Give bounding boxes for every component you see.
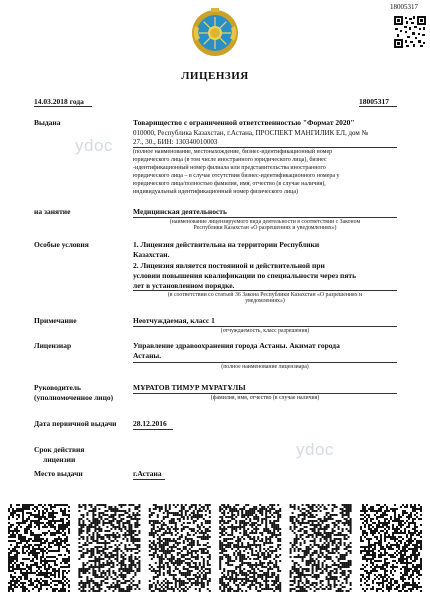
top-document-number: 18005317 bbox=[390, 3, 418, 11]
activity-hint-line: Республики Казахстан «О разрешениях и уведомлениях») bbox=[193, 225, 337, 231]
licensor-hint: (полное наименование лицензиара) bbox=[221, 364, 309, 370]
issued-hint-line: индивидуальный идентификационный номер физического лица) bbox=[133, 189, 298, 195]
conditions-list bbox=[133, 240, 397, 291]
condition-2-line: лет в установленном порядке. bbox=[133, 281, 235, 290]
place-underline bbox=[133, 479, 165, 480]
barcode-block bbox=[360, 504, 422, 592]
barcode-block bbox=[219, 504, 281, 592]
conditions-hint bbox=[133, 292, 397, 304]
barcode-block bbox=[8, 504, 70, 592]
conditions-label: Особые условия bbox=[34, 240, 89, 249]
place-value: г.Астана bbox=[133, 469, 162, 478]
issued-org-name: Товарищество с ограниченной ответственностью "Формат 2020" bbox=[133, 118, 355, 127]
issued-address-line2: 27., 30., БИН: 130340010003 bbox=[133, 138, 218, 146]
first-issue-underline bbox=[133, 429, 173, 430]
licensor-value-line: Астаны. bbox=[133, 351, 162, 360]
number-underline bbox=[359, 106, 397, 107]
license-number: 18005317 bbox=[359, 97, 389, 106]
activity-underline bbox=[133, 217, 397, 218]
date-underline bbox=[34, 106, 92, 107]
activity-hint-line: (наименование лицензируемого вида деятельности в соответствии с Законом bbox=[169, 219, 361, 225]
issued-label: Выдана bbox=[34, 118, 61, 127]
issued-hint-line: (полное наименование, местонахождение, бизнес-идентификационный номер bbox=[133, 149, 333, 155]
conditions-hint-line: уведомлениях») bbox=[245, 298, 285, 304]
validity-label-line: лицензии bbox=[43, 455, 76, 464]
note-hint: (отчуждаемость, класс разрешения) bbox=[220, 328, 310, 334]
barcode-band bbox=[8, 504, 422, 594]
issued-hint-line: юридического лица (в том числе иностранного юридического лица), бизнес bbox=[133, 157, 327, 163]
condition-1-line: 1. Лицензия действительна на территории Республики bbox=[133, 240, 320, 249]
licensor-underline bbox=[133, 362, 397, 363]
head-label-line: Руководитель bbox=[34, 383, 81, 392]
top-qr-code bbox=[394, 16, 426, 53]
condition-2-line: 2. Лицензия является постоянной и действительной при bbox=[133, 261, 325, 270]
place-label: Место выдачи bbox=[34, 469, 83, 478]
activity-label: на занятие bbox=[34, 207, 71, 216]
issued-hint-line: юридического лица/полностью фамилия, имя, отчество (в случае наличия), bbox=[133, 181, 326, 187]
condition-1-line: Казахстан. bbox=[133, 250, 170, 259]
head-underline bbox=[133, 393, 397, 394]
page-title: ЛИЦЕНЗИЯ bbox=[181, 70, 249, 82]
first-issue-label: Дата первичной выдачи bbox=[34, 419, 117, 428]
conditions-underline bbox=[133, 290, 397, 291]
barcode-block bbox=[78, 504, 140, 592]
note-underline bbox=[133, 326, 397, 327]
activity-hint bbox=[133, 219, 397, 231]
validity-label-line: Срок действия bbox=[34, 445, 85, 454]
barcode-block bbox=[290, 504, 352, 592]
issued-hint bbox=[133, 148, 397, 196]
licensor-value bbox=[133, 341, 397, 361]
conditions-hint-line: (в соответствии со статьей 36 Закона Республики Казахстан «О разрешениях и bbox=[167, 292, 363, 298]
head-hint: (фамилия, имя, отчество (в случае наличия) bbox=[210, 395, 320, 401]
head-value: МҰРАТОВ ТИМУР МҰРАТҰЛЫ bbox=[133, 383, 246, 392]
license-date: 14.03.2018 года bbox=[34, 97, 84, 106]
head-label bbox=[34, 383, 113, 403]
head-label-line: (уполномоченное лицо) bbox=[34, 393, 114, 402]
note-value: Неотчуждаемая, класс 1 bbox=[133, 316, 215, 325]
state-emblem bbox=[190, 8, 240, 63]
condition-2-line: условии повышения квалификации по специальности через пять bbox=[133, 271, 357, 280]
watermark: ydoc bbox=[75, 136, 113, 155]
first-issue-value: 28.12.2016 bbox=[133, 419, 167, 428]
issued-hint-line: -идентификационный номер филиала или представительства иностранного bbox=[133, 165, 326, 171]
validity-label bbox=[34, 445, 84, 465]
issued-address-line1: 010000, Республика Казахстан, г.Астана, ПРОСПЕКТ МАНГИЛИК ЕЛ, дом № bbox=[133, 129, 369, 137]
watermark: ydoc bbox=[296, 440, 334, 459]
licensor-label: Лицензиар bbox=[34, 341, 72, 350]
issued-hint-line: юридического лица – в случае отсутствия бизнес-идентификационного номера у bbox=[133, 173, 340, 179]
activity-value: Медицинская деятельность bbox=[133, 207, 227, 216]
barcode-block bbox=[149, 504, 211, 592]
licensor-value-line: Управление здравоохранения города Астаны. Акимат города bbox=[133, 341, 340, 350]
note-label: Примечание bbox=[34, 316, 77, 325]
